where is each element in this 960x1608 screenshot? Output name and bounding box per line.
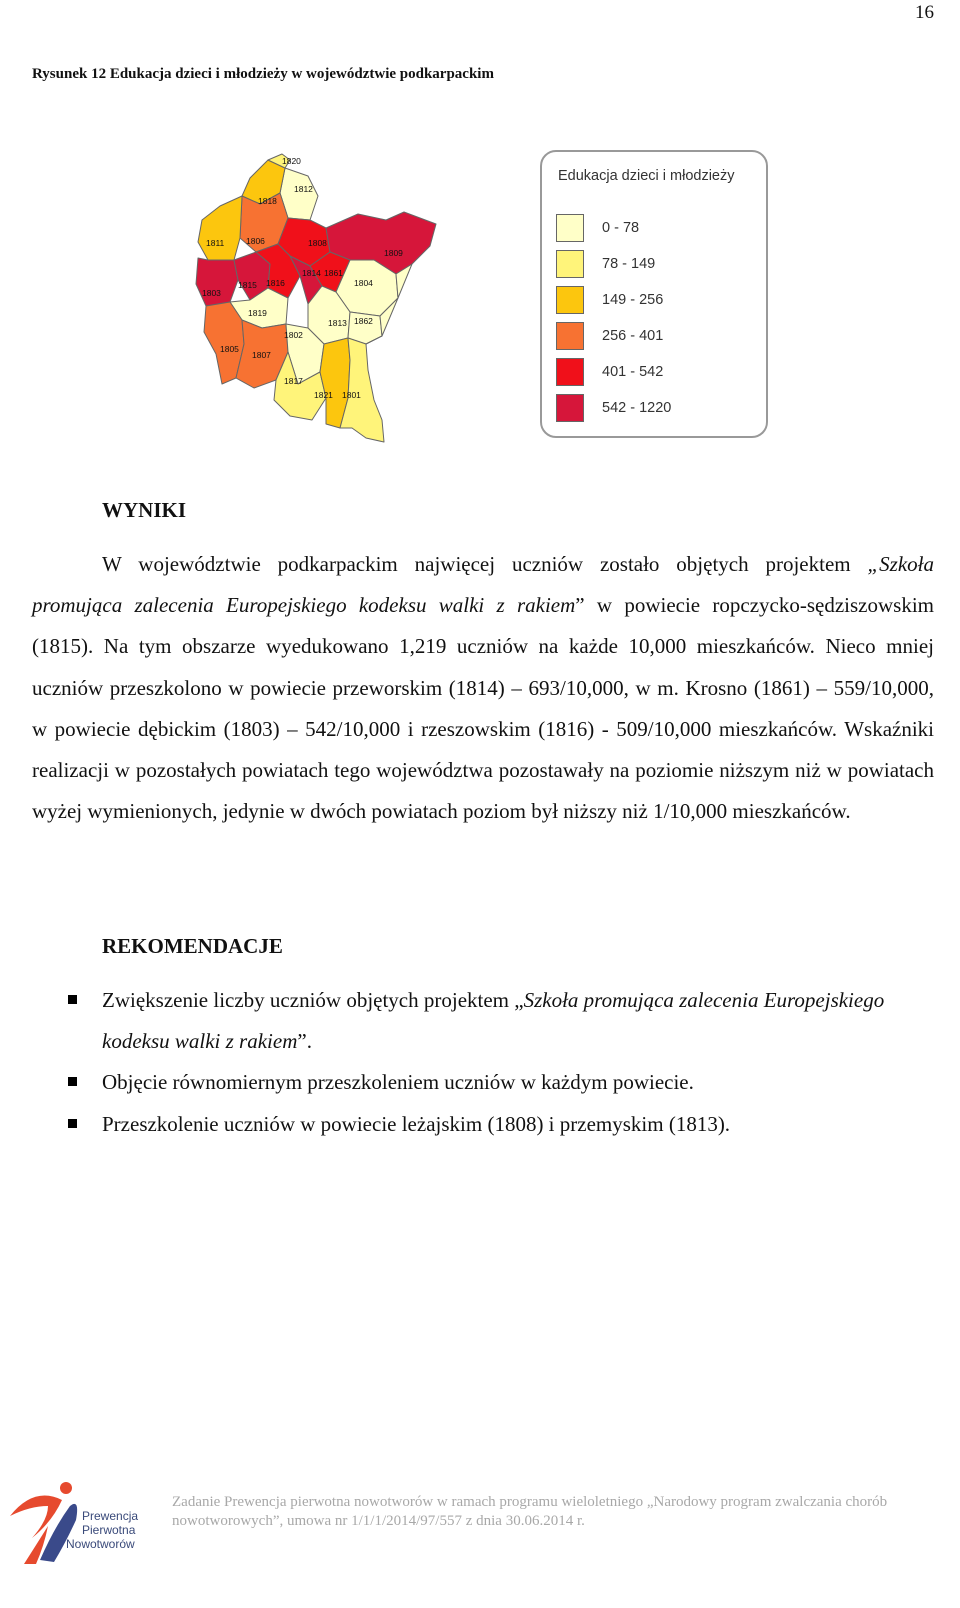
footer-logo: [4, 1476, 164, 1566]
logo-graphic: [4, 1476, 164, 1566]
legend-item: [556, 354, 671, 390]
legend-swatch: [556, 214, 584, 242]
map-label: 1801: [342, 390, 361, 400]
reco-text: Zwiększenie liczby uczniów objętych projektem „: [102, 988, 524, 1012]
reco-text: Objęcie równomiernym przeszkoleniem uczniów w każdym powiecie.: [102, 1070, 694, 1095]
results-paragraph: [32, 544, 934, 832]
page-number: 16: [915, 2, 934, 23]
map-label: 1803: [202, 288, 221, 298]
legend-label: 0 - 78: [602, 220, 640, 236]
legend-swatch: [556, 286, 584, 314]
map-label: 1821: [314, 390, 333, 400]
logo-text: Prewencja: [82, 1509, 139, 1523]
map-label: 1814: [302, 268, 321, 278]
reco-text: Przeszkolenie uczniów w powiecie leżajskim (1808) i przemyskim (1813).: [102, 1111, 731, 1136]
map-label: 1861: [324, 268, 343, 278]
bullet-square-icon: [68, 1119, 77, 1128]
map-label: 1818: [258, 196, 277, 206]
legend-label: 542 - 1220: [602, 400, 672, 416]
results-heading: WYNIKI: [102, 498, 187, 522]
list-item: [32, 1104, 912, 1145]
district-1803: [196, 258, 238, 306]
map-legend: [540, 150, 768, 438]
logo-text: Pierwotna: [82, 1523, 136, 1537]
legend-item: [556, 390, 671, 426]
map-label: 1817: [284, 376, 303, 386]
reco-project-name: Szkoła promująca zalecenia Europejskiego kodeksu walki z rakiem: [102, 988, 885, 1054]
figure-caption: Rysunek 12 Edukacja dzieci i młodzieży w województwie podkarpackim: [32, 66, 494, 82]
legend-label: 149 - 256: [602, 292, 664, 308]
reco-text-end: ”.: [297, 1029, 312, 1054]
legend-item: [556, 282, 671, 318]
map-graphic: [190, 148, 450, 448]
map-label: 1815: [238, 280, 257, 290]
legend-item: [556, 210, 671, 246]
map-label: 1804: [354, 278, 373, 288]
map-label: 1816: [266, 278, 285, 288]
district-1811: [198, 196, 242, 260]
logo-text: Nowotworów: [66, 1537, 135, 1551]
legend-title: Edukacja dzieci i młodzieży: [558, 168, 735, 184]
recommendations-list: [32, 980, 912, 1145]
bullet-square-icon: [68, 1077, 77, 1086]
legend-swatch: [556, 322, 584, 350]
map-label: 1807: [252, 350, 271, 360]
map-label: 1805: [220, 344, 239, 354]
legend-label: 401 - 542: [602, 364, 664, 380]
footer-text: Zadanie Prewencja pierwotna nowotworów w ramach programu wieloletniego „Narodowy program zwalczania chorób nowotworowych”, umowa nr 1/1/1/2014/97/557 z dnia 30.06.2014 r.: [172, 1494, 888, 1529]
legend-items: [556, 210, 671, 426]
legend-label: 256 - 401: [602, 328, 664, 344]
legend-swatch: [556, 250, 584, 278]
map-label: 1809: [384, 248, 403, 258]
legend-item: [556, 318, 671, 354]
list-item: [32, 980, 912, 1062]
bullet-square-icon: [68, 995, 77, 1004]
map-label: 1812: [294, 184, 313, 194]
recommendations-heading: REKOMENDACJE: [102, 934, 283, 958]
legend-item: [556, 246, 671, 282]
choropleth-map: [190, 148, 450, 448]
legend-label: 78 - 149: [602, 256, 656, 272]
list-item: [32, 1062, 912, 1103]
legend-swatch: [556, 394, 584, 422]
map-label: 1813: [328, 318, 347, 328]
results-text-1: W województwie podkarpackim najwięcej uczniów zostało objętych projektem: [102, 552, 868, 576]
map-label: 1808: [308, 238, 327, 248]
map-label: 1811: [206, 238, 225, 248]
map-label: 1819: [248, 308, 267, 318]
map-label: 1802: [284, 330, 303, 340]
results-project-name: „Szkoła promująca zalecenia Europejskiego kodeksu walki z rakiem: [32, 552, 934, 618]
map-label: 1862: [354, 316, 373, 326]
results-text-2: ” w powiecie ropczycko-sędziszowskim (1815). Na tym obszarze wyedukowano 1,219 uczniów na każde 10,000 mieszkańców. Nieco mniej uczniów przeszkolono w powiecie przeworskim (1814) – 693/10,000, w m. Krosno (1861) – 559/10,000, w powiecie dębickim (1803) – 542/10,000 i rzeszowskim (1816) - 509/10,000 mieszkańców. Wskaźniki realizacji w pozostałych powiatach tego województwa pozostawały na poziomie niższym niż w powiatach wyżej wymienionych, jedynie w dwóch powiatach poziom był niższy niż 1/10,000 mieszkańców.: [32, 593, 934, 824]
map-label: 1806: [246, 236, 265, 246]
legend-swatch: [556, 358, 584, 386]
map-label: 1820: [282, 156, 301, 166]
logo-head-icon: [60, 1482, 72, 1494]
